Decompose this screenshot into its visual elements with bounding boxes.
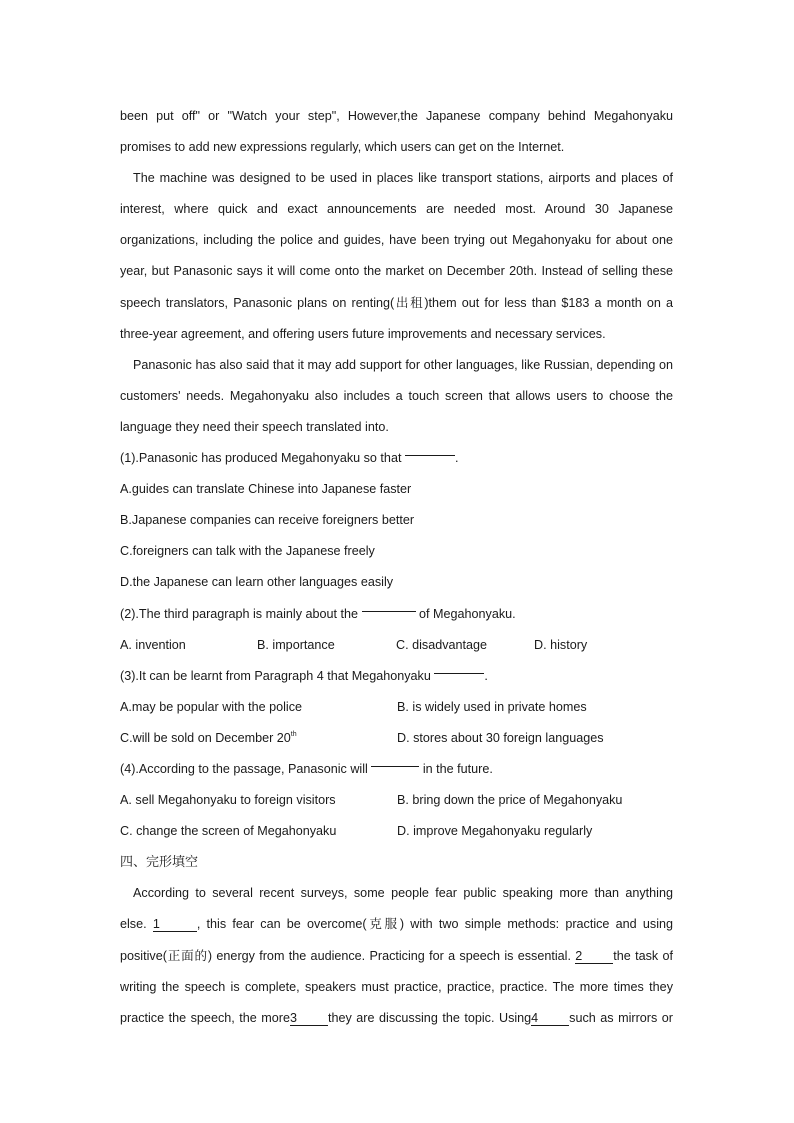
option-a: A.may be popular with the police bbox=[120, 699, 303, 714]
passage-line: Panasonic has also said that it may add support for other languages, like Russian, depending on bbox=[133, 357, 673, 372]
answer-blank bbox=[434, 661, 484, 674]
passage-line: language they need their speech translated into. bbox=[120, 419, 389, 434]
section-heading: 四、完形填空 bbox=[120, 855, 199, 871]
option-d: D.the Japanese can learn other languages easily bbox=[120, 575, 394, 590]
passage-line: positive(正面的) energy from the audience. Practicing for a speech is essential. 2 the task of bbox=[120, 948, 673, 963]
cloze-blank-2: 2 bbox=[575, 949, 613, 964]
question-stem: (3).It can be learnt from Paragraph 4 that Megahonyaku . bbox=[120, 661, 673, 692]
passage-line: been put off" or "Watch your step", However,the Japanese company behind Megahonyaku bbox=[120, 109, 673, 123]
passage-line: The machine was designed to be used in places like transport stations, airports and places of bbox=[133, 171, 673, 186]
cloze-blank-1: 1 bbox=[153, 917, 197, 932]
option-d: D. history bbox=[534, 637, 588, 652]
question-stem: (4).According to the passage, Panasonic will in the future. bbox=[120, 754, 673, 785]
page-content bbox=[120, 101, 673, 1034]
option-b: B. bring down the price of Megahonyaku bbox=[397, 793, 623, 808]
cloze-blank-3: 3 bbox=[290, 1011, 328, 1026]
question-stem: (1).Panasonic has produced Megahonyaku so that . bbox=[120, 443, 673, 474]
answer-blank bbox=[371, 754, 419, 767]
options-row bbox=[120, 816, 673, 847]
answer-blank bbox=[362, 599, 416, 612]
cloze-blank-4: 4 bbox=[531, 1011, 569, 1026]
passage-line: customers' needs. Megahonyaku also includes a touch screen that allows users to choose the bbox=[120, 388, 673, 403]
options-row bbox=[120, 723, 673, 754]
passage-line: else. 1 , this fear can be overcome(克服) with two simple methods: practice and using bbox=[120, 917, 673, 932]
passage-line: speech translators, Panasonic plans on renting(出租)them out for less than $183 a month on a bbox=[120, 295, 673, 310]
passage-line: According to several recent surveys, some people fear public speaking more than anything bbox=[133, 886, 673, 901]
passage-line: practice the speech, the more3 they are discussing the topic. Using4 such as mirrors or bbox=[120, 1010, 673, 1025]
answer-blank bbox=[405, 443, 455, 456]
passage-line: three-year agreement, and offering users future improvements and necessary services. bbox=[120, 326, 606, 341]
options-row bbox=[120, 785, 673, 816]
option-c: C.foreigners can talk with the Japanese freely bbox=[120, 544, 375, 559]
option-b: B. importance bbox=[257, 637, 335, 652]
passage-line: organizations, including the police and guides, have been trying out Megahonyaku for about one bbox=[120, 233, 673, 248]
option-b: B.Japanese companies can receive foreigners better bbox=[120, 513, 415, 528]
options-row bbox=[120, 630, 673, 661]
passage-line: promises to add new expressions regularly, which users can get on the Internet. bbox=[120, 140, 565, 155]
option-c: C. disadvantage bbox=[396, 637, 488, 652]
question-stem: (2).The third paragraph is mainly about the of Megahonyaku. bbox=[120, 599, 673, 630]
option-d: D. improve Megahonyaku regularly bbox=[397, 824, 593, 839]
options-row bbox=[120, 692, 673, 723]
option-b: B. is widely used in private homes bbox=[397, 699, 587, 714]
option-a: A.guides can translate Chinese into Japanese faster bbox=[120, 482, 412, 497]
passage-line: year, but Panasonic says it will come onto the market on December 20th. Instead of selling these bbox=[120, 264, 673, 279]
option-c: C. change the screen of Megahonyaku bbox=[120, 824, 337, 839]
passage-line: interest, where quick and exact announcements are needed most. Around 30 Japanese bbox=[120, 202, 673, 217]
passage-line: writing the speech is complete, speakers must practice, practice, practice. The more times they bbox=[120, 979, 673, 994]
option-a: A. invention bbox=[120, 637, 186, 652]
option-d: D. stores about 30 foreign languages bbox=[397, 730, 604, 745]
option-a: A. sell Megahonyaku to foreign visitors bbox=[120, 793, 336, 808]
option-c: C.will be sold on December 20th bbox=[120, 730, 297, 745]
